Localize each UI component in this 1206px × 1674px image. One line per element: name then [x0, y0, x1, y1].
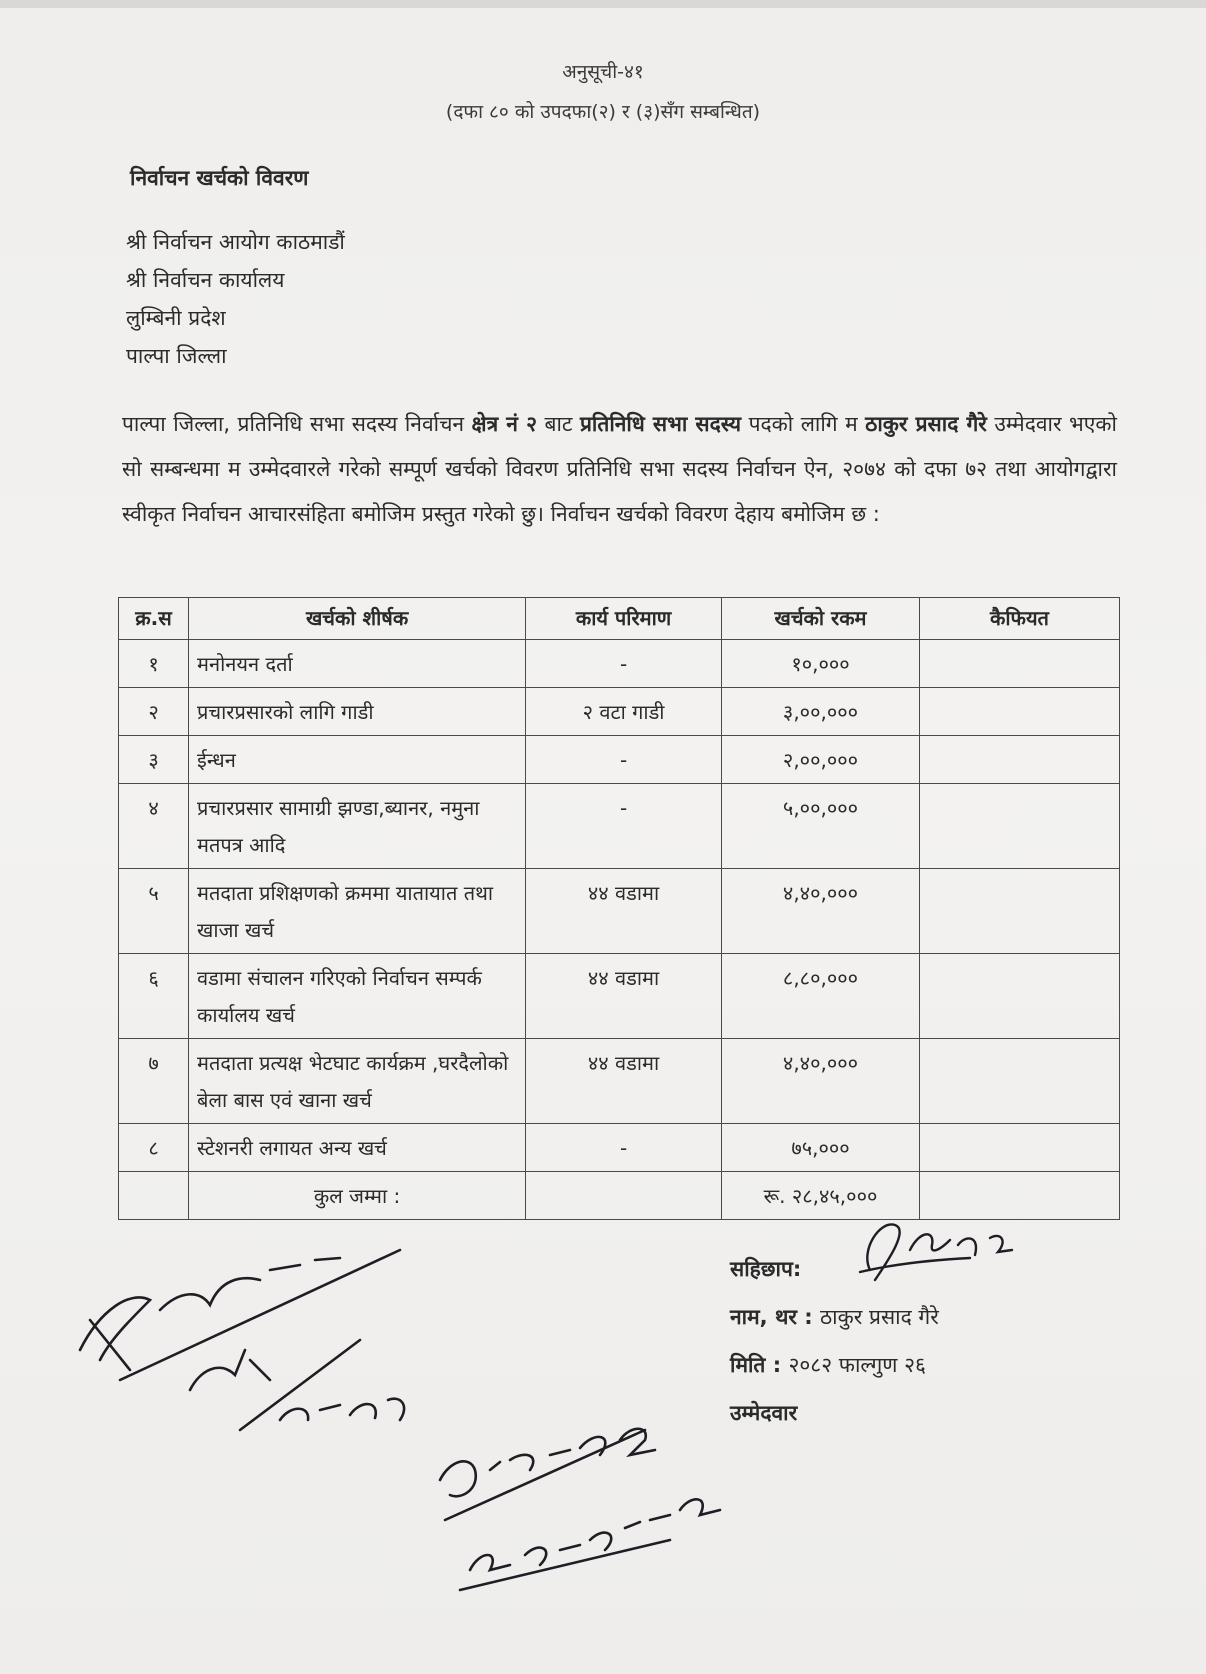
address-line-1: श्री निर्वाचन आयोग काठमाडौं: [126, 230, 345, 254]
row-title: मतदाता प्रत्यक्ष भेटघाट कार्यक्रम ,घरदैलोको बेला बास एवं खाना खर्च: [189, 1039, 526, 1124]
table-row: [119, 954, 1120, 1039]
col-header-remarks: कैफियत: [919, 598, 1119, 640]
col-header-amount: खर्चको रकम: [722, 598, 920, 640]
date-line: [730, 1351, 939, 1399]
address-line-4: पाल्पा जिल्ला: [126, 344, 227, 368]
total-label: कुल जम्मा :: [189, 1172, 526, 1220]
row-remarks: [919, 1124, 1119, 1172]
document-title: निर्वाचन खर्चको विवरण: [130, 166, 309, 190]
name-value: ठाकुर प्रसाद गैरे: [819, 1305, 939, 1329]
row-remarks: [919, 954, 1119, 1039]
row-title: ईन्धन: [189, 736, 526, 784]
body-paragraph: [122, 402, 1117, 537]
schedule-reference: (दफा ८० को उपदफा(२) र (३)सँग सम्बन्धित): [445, 101, 761, 123]
col-header-title: खर्चको शीर्षक: [189, 598, 526, 640]
table-row: [119, 1039, 1120, 1124]
row-amount: ७५,०००: [722, 1124, 920, 1172]
table-row: [119, 1124, 1120, 1172]
date-value: २०८२ फाल्गुण २६: [788, 1353, 926, 1377]
table-row: [119, 640, 1120, 688]
row-title: मतदाता प्रशिक्षणको क्रममा यातायात तथा खाजा खर्च: [189, 869, 526, 954]
table-row: [119, 688, 1120, 736]
row-amount: ८,८०,०००: [722, 954, 920, 1039]
col-header-quantity: कार्य परिमाण: [526, 598, 722, 640]
name-line: [730, 1303, 939, 1351]
row-remarks: [919, 688, 1119, 736]
row-sn: ३: [119, 736, 189, 784]
row-quantity: -: [526, 640, 722, 688]
name-label: नाम, थर :: [730, 1305, 813, 1329]
schedule-number: अनुसूची-४१: [562, 61, 644, 83]
signature-block: [730, 1255, 939, 1447]
total-sn-empty: [119, 1172, 189, 1220]
table-header-row: [119, 598, 1120, 640]
row-sn: १: [119, 640, 189, 688]
table-row: [119, 736, 1120, 784]
body-text-4: उम्मेदवार भएको सो सम्बन्धमा म उम्मेदवारले गरेको सम्पूर्ण खर्चको विवरण प्रतिनिधि सभा सदस्य निर्वाचन ऐन, २०७४ को दफा ७२ तथा आयोगद्वारा स्वीकृत निर्वाचन आचारसंहिता बमोजिम प्रस्तुत गरेको छु। निर्वाचन खर्चको विवरण देहाय बमोजिम छ :: [122, 412, 1117, 526]
row-title: प्रचारप्रसारको लागि गाडी: [189, 688, 526, 736]
row-remarks: [919, 1039, 1119, 1124]
table-row: [119, 784, 1120, 869]
candidate-name: ठाकुर प्रसाद गैरे: [865, 412, 987, 436]
row-sn: २: [119, 688, 189, 736]
row-quantity: ४४ वडामा: [526, 1039, 722, 1124]
post-name: प्रतिनिधि सभा सदस्य: [579, 412, 742, 436]
row-remarks: [919, 784, 1119, 869]
handwritten-note-1: [70, 1230, 450, 1440]
row-quantity: -: [526, 736, 722, 784]
row-amount: ५,००,०००: [722, 784, 920, 869]
row-quantity: -: [526, 1124, 722, 1172]
row-amount: २,००,०००: [722, 736, 920, 784]
body-text-2: बाट: [537, 412, 580, 436]
expense-table: [118, 597, 1120, 1220]
row-amount: ४,४०,०००: [722, 1039, 920, 1124]
row-quantity: २ वटा गाडी: [526, 688, 722, 736]
total-amount: रू. २८,४५,०००: [722, 1172, 920, 1220]
table-row: [119, 869, 1120, 954]
body-text-1: पाल्पा जिल्ला, प्रतिनिधि सभा सदस्य निर्वाचन: [122, 412, 472, 436]
row-remarks: [919, 640, 1119, 688]
row-amount: ३,००,०००: [722, 688, 920, 736]
row-sn: ८: [119, 1124, 189, 1172]
row-sn: ५: [119, 869, 189, 954]
row-title: वडामा संचालन गरिएको निर्वाचन सम्पर्क कार्यालय खर्च: [189, 954, 526, 1039]
row-title: प्रचारप्रसार सामाग्री झण्डा,ब्यानर, नमुना मतपत्र आदि: [189, 784, 526, 869]
constituency: क्षेत्र नं २: [471, 412, 537, 436]
handwritten-note-2: [430, 1400, 750, 1600]
row-remarks: [919, 869, 1119, 954]
row-quantity: ४४ वडामा: [526, 954, 722, 1039]
row-sn: ७: [119, 1039, 189, 1124]
candidate-role: उम्मेदवार: [730, 1401, 798, 1425]
body-text-3: पदको लागि म: [741, 412, 866, 436]
row-amount: ४,४०,०००: [722, 869, 920, 954]
row-remarks: [919, 736, 1119, 784]
row-quantity: ४४ वडामा: [526, 869, 722, 954]
date-label: मिति :: [730, 1353, 782, 1377]
address-line-3: लुम्बिनी प्रदेश: [126, 306, 226, 330]
row-amount: १०,०००: [722, 640, 920, 688]
total-quantity-empty: [526, 1172, 722, 1220]
sign-label: सहिछाप:: [730, 1257, 802, 1281]
paper-top-edge: [0, 0, 1206, 8]
row-sn: ४: [119, 784, 189, 869]
row-title: मनोनयन दर्ता: [189, 640, 526, 688]
row-title: स्टेशनरी लगायत अन्य खर्च: [189, 1124, 526, 1172]
row-sn: ६: [119, 954, 189, 1039]
row-quantity: -: [526, 784, 722, 869]
col-header-sn: क्र.स: [119, 598, 189, 640]
address-line-2: श्री निर्वाचन कार्यालय: [126, 268, 285, 292]
